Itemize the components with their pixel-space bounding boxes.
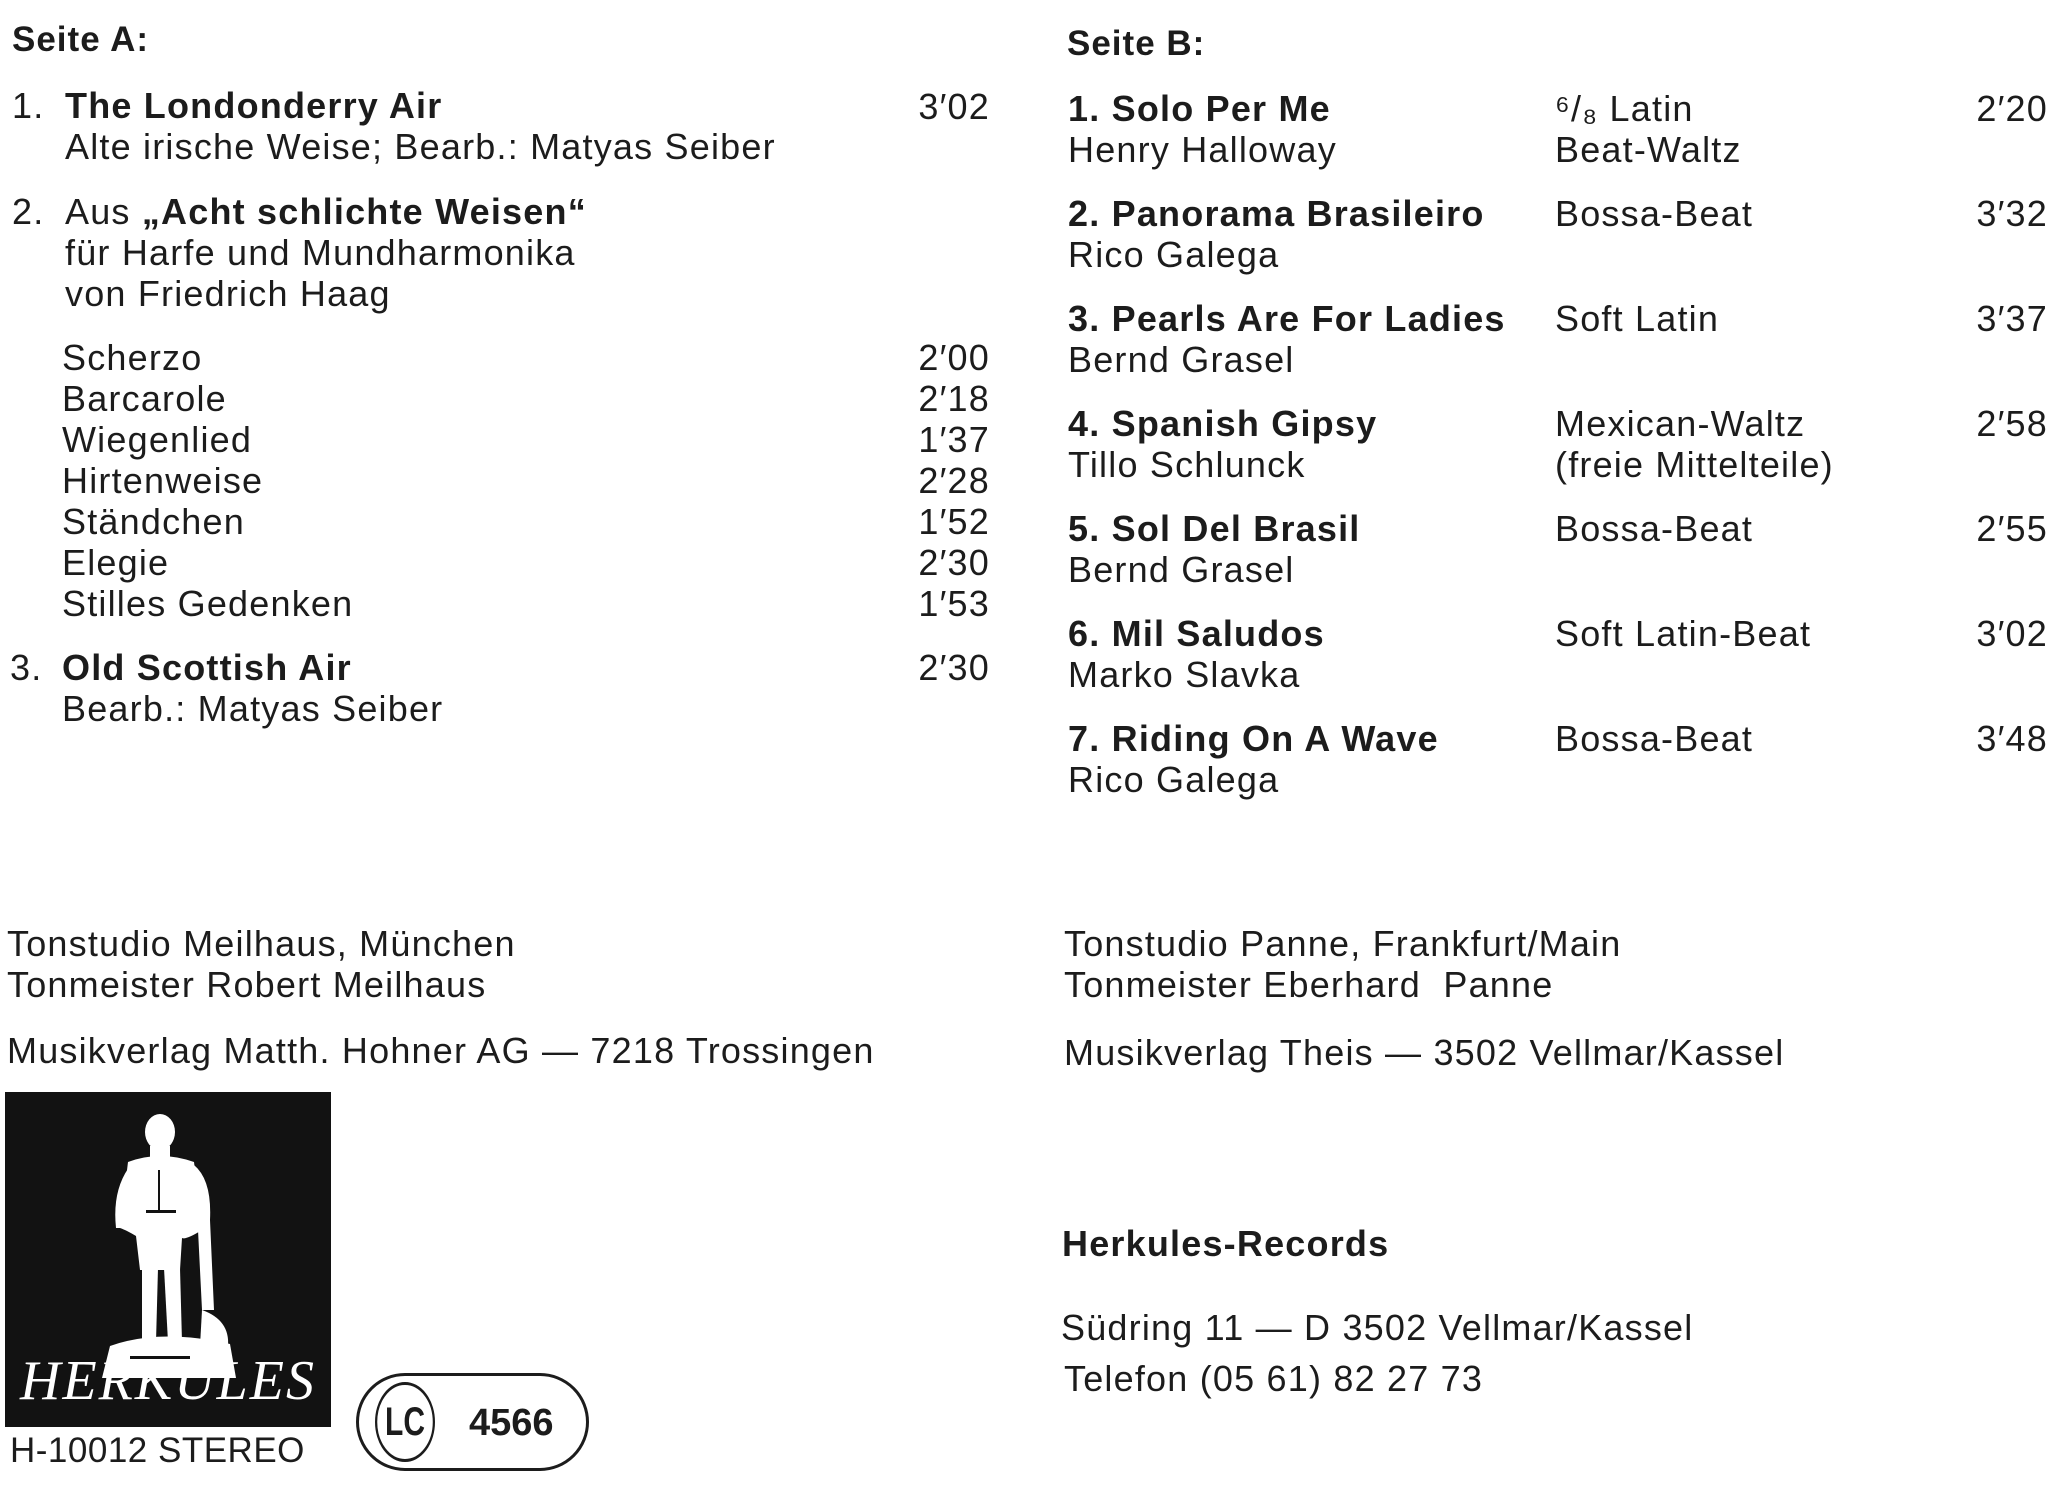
- track-a2-composer: von Friedrich Haag: [65, 273, 391, 314]
- movement-time: 2′18: [918, 378, 990, 419]
- track-b-time: 3′32: [1976, 193, 2048, 234]
- movement-name: Stilles Gedenken: [62, 583, 354, 624]
- track-b-time: 2′55: [1976, 508, 2048, 549]
- track-b-composer: Marko Slavka: [1068, 654, 1301, 695]
- track-b-style: Soft Latin: [1555, 298, 1720, 339]
- label-name: Herkules-Records: [1062, 1223, 1390, 1264]
- label-address: Südring 11 — D 3502 Vellmar/Kassel: [1061, 1307, 1694, 1348]
- track-a2-title-line: [65, 191, 587, 232]
- movement-name: Wiegenlied: [62, 419, 253, 460]
- track-a2-title: „Acht schlichte Weisen“: [141, 191, 587, 232]
- movement-name: Barcarole: [62, 378, 227, 419]
- side-b-heading: Seite B:: [1067, 24, 1206, 63]
- track-a1-title: The Londonderry Air: [65, 85, 443, 126]
- track-b-time: 2′20: [1976, 88, 2048, 129]
- movement-time: 2′28: [918, 460, 990, 501]
- track-a2-prefix: Aus: [65, 191, 142, 232]
- side-b-engineer: Tonmeister Eberhard Panne: [1064, 964, 1554, 1005]
- side-a-heading: Seite A:: [12, 20, 150, 59]
- hercules-statue-icon: [90, 1110, 240, 1390]
- logo-text: HERKULES: [20, 1350, 316, 1412]
- track-b-title: 1. Solo Per Me: [1068, 88, 1331, 129]
- side-a-studio: Tonstudio Meilhaus, München: [7, 923, 516, 964]
- lc-label-code-badge: [356, 1373, 589, 1471]
- track-b-style: Bossa-Beat: [1555, 508, 1754, 549]
- track-b-composer: Bernd Grasel: [1068, 549, 1295, 590]
- track-b-style: Bossa-Beat: [1555, 718, 1754, 759]
- side-b-publisher: Musikverlag Theis — 3502 Vellmar/Kassel: [1064, 1032, 1785, 1073]
- track-b-title: 2. Panorama Brasileiro: [1068, 193, 1485, 234]
- herkules-logo: [5, 1092, 331, 1427]
- track-b-composer: Henry Halloway: [1068, 129, 1337, 170]
- track-b-composer: Rico Galega: [1068, 759, 1280, 800]
- movement-name: Scherzo: [62, 337, 203, 378]
- track-a3-time: 2′30: [918, 647, 990, 688]
- movement-name: Hirtenweise: [62, 460, 264, 501]
- track-b-title: 5. Sol Del Brasil: [1068, 508, 1361, 549]
- movement-time: 1′37: [918, 419, 990, 460]
- track-b-composer: Rico Galega: [1068, 234, 1280, 275]
- lc-code: 4566: [469, 1402, 554, 1444]
- catalog-number: H-10012 STEREO: [10, 1431, 305, 1470]
- track-b-style-detail: (freie Mittelteile): [1555, 444, 1834, 485]
- movement-name: Elegie: [62, 542, 170, 583]
- track-b-title: 4. Spanish Gipsy: [1068, 403, 1378, 444]
- track-b-style-detail: Beat-Waltz: [1555, 129, 1742, 170]
- side-a-engineer: Tonmeister Robert Meilhaus: [7, 964, 487, 1005]
- movement-time: 2′00: [918, 337, 990, 378]
- label-phone: Telefon (05 61) 82 27 73: [1064, 1358, 1484, 1399]
- track-b-time: 3′02: [1976, 613, 2048, 654]
- track-b-composer: Tillo Schlunck: [1068, 444, 1306, 485]
- track-a1-number: 1.: [12, 85, 45, 126]
- track-b-time: 3′48: [1976, 718, 2048, 759]
- track-b-title: 3. Pearls Are For Ladies: [1068, 298, 1506, 339]
- track-b-style: Soft Latin-Beat: [1555, 613, 1812, 654]
- track-b-time: 3′37: [1976, 298, 2048, 339]
- track-a2-subtitle: für Harfe und Mundharmonika: [65, 232, 576, 273]
- track-a3-title: Old Scottish Air: [62, 647, 352, 688]
- track-a3-number: 3.: [10, 647, 43, 688]
- track-a3-credit: Bearb.: Matyas Seiber: [62, 688, 444, 729]
- track-a1-credit: Alte irische Weise; Bearb.: Matyas Seiber: [65, 126, 776, 167]
- track-b-style: Bossa-Beat: [1555, 193, 1754, 234]
- track-a2-number: 2.: [12, 191, 45, 232]
- track-a1-time: 3′02: [918, 86, 990, 127]
- lc-mark: LC: [375, 1382, 435, 1462]
- movement-time: 1′53: [918, 583, 990, 624]
- movement-time: 1′52: [918, 501, 990, 542]
- track-b-style: Mexican-Waltz: [1555, 403, 1806, 444]
- side-b-studio: Tonstudio Panne, Frankfurt/Main: [1064, 923, 1622, 964]
- track-b-style: ⁶/₈ Latin: [1555, 88, 1694, 129]
- track-b-composer: Bernd Grasel: [1068, 339, 1295, 380]
- side-a-publisher: Musikverlag Matth. Hohner AG — 7218 Trossingen: [7, 1030, 875, 1071]
- movement-time: 2′30: [918, 542, 990, 583]
- track-b-title: 7. Riding On A Wave: [1068, 718, 1439, 759]
- movement-name: Ständchen: [62, 501, 245, 542]
- track-b-time: 2′58: [1976, 403, 2048, 444]
- track-b-title: 6. Mil Saludos: [1068, 613, 1325, 654]
